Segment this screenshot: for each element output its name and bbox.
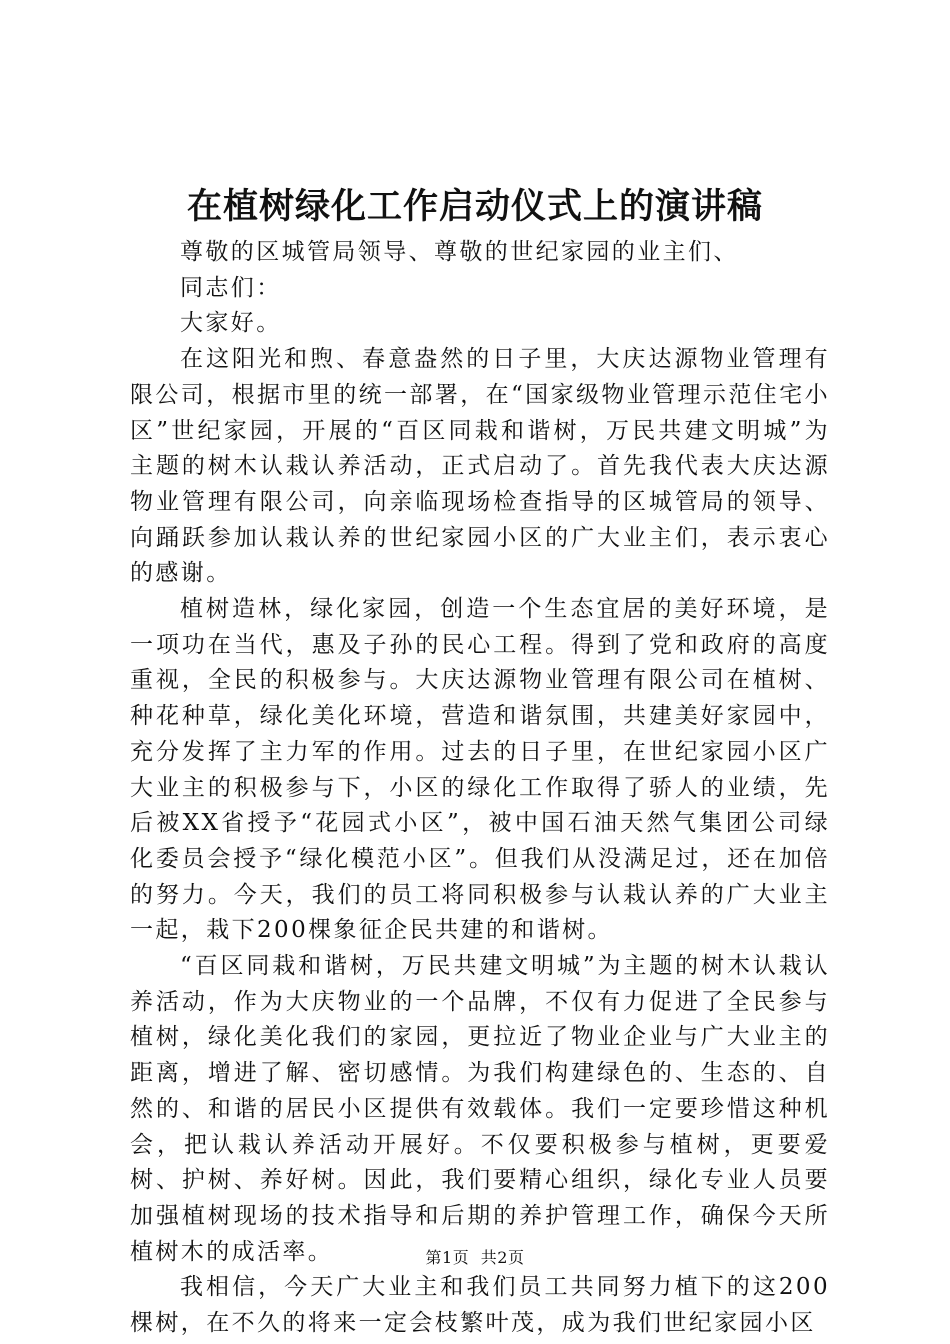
paragraph-3: “百区同栽和谐树，万民共建文明城”为主题的树木认栽认养活动，作为大庆物业的一个品牌，不仅有力促进了全民参与植树，绿化美化我们的家园，更拉近了物业企业与广大业主的距离，增进了解、密切感情。为我们构建绿色的、生态的、自然的、和谐的居民小区提供有效载体。我们一定要珍惜这种机会，把认栽认养活动开展好。不仅要积极参与植树，更要爱树、护树、养好树。因此，我们要精心组织，绿化专业人员要加强植树现场的技术指导和后期的养护管理工作，确保今天所植树木的成活率。 [130,953,830,1265]
document-body [130,235,830,1342]
document-title: 在植树绿化工作启动仪式上的演讲稿 [186,186,763,227]
paragraph-4: 我相信，今天广大业主和我们员工共同努力植下的这200棵树，在不久的将来一定会枝繁叶茂，成为我们世纪家园小区 [130,1274,830,1337]
salutation-line-1: 尊敬的区城管局领导、尊敬的世纪家园的业主们、 [180,239,739,265]
page-number: 第1页 [425,1248,470,1267]
paragraph-1: 在这阳光和煦、春意盎然的日子里，大庆达源物业管理有限公司，根据市里的统一部署，在“国家级物业管理示范住宅小区”世纪家园，开展的“百区同栽和谐树，万民共建文明城”为主题的树木认栽认养活动，正式启动了。首先我代表大庆达源物业管理有限公司，向亲临现场检查指导的区城管局的领导、向踊跃参加认栽认养的世纪家园小区的广大业主们，表示衷心的感谢。 [130,346,830,587]
page-total: 共2页 [480,1248,525,1267]
greeting-line: 大家好。 [180,310,282,337]
page-footer [0,1245,950,1268]
paragraph-2: 植树造林，绿化家园，创造一个生态宜居的美好环境，是一项功在当代，惠及子孙的民心工程。得到了党和政府的高度重视，全民的积极参与。大庆达源物业管理有限公司在植树、种花种草，绿化美化环境，营造和谐氛围，共建美好家园中，充分发挥了主力军的作用。过去的日子里，在世纪家园小区广大业主的积极参与下，小区的绿化工作取得了骄人的业绩，先后被XX省授予“花园式小区”，被中国石油天然气集团公司绿化委员会授予“绿化模范小区”。但我们从没满足过，还在加倍的努力。今天，我们的员工将同积极参与认栽认养的广大业主一起，栽下200棵象征企民共建的和谐树。 [130,596,830,944]
salutation-line-2: 同志们： [180,274,282,301]
